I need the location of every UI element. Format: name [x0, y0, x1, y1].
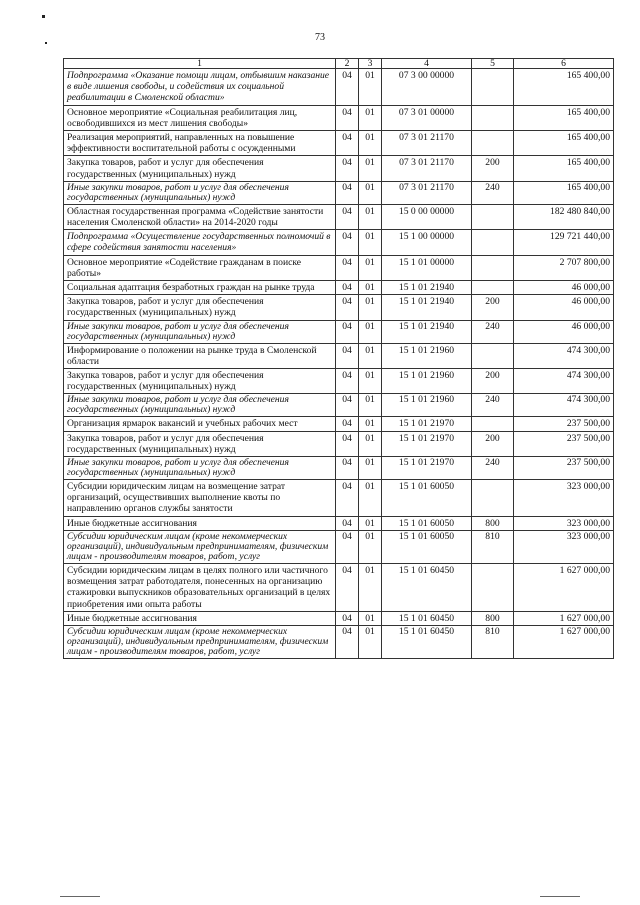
subsection-code: 01 [359, 320, 382, 343]
amount: 2 707 800,00 [514, 255, 614, 280]
column-header: 3 [359, 59, 382, 69]
section-code: 04 [336, 131, 359, 156]
column-header: 5 [472, 59, 514, 69]
target-article-code: 15 1 01 21960 [382, 369, 472, 394]
amount: 46 000,00 [514, 295, 614, 320]
expense-type-code [472, 131, 514, 156]
target-article-code: 15 1 01 00000 [382, 255, 472, 280]
target-article-code: 15 1 01 21940 [382, 320, 472, 343]
section-code: 04 [336, 457, 359, 480]
section-code: 04 [336, 625, 359, 658]
expense-type-code [472, 105, 514, 130]
subsection-code: 01 [359, 230, 382, 255]
target-article-code: 07 3 01 21170 [382, 131, 472, 156]
subsection-code: 01 [359, 457, 382, 480]
row-name: Субсидии юридическим лицам (кроме некоммерческих организаций), индивидуальным предпринимателям, физическим лицам - производителям товаров, работ, услуг [64, 625, 336, 658]
section-code: 04 [336, 69, 359, 106]
scan-edge-line [540, 896, 580, 897]
subsection-code: 01 [359, 417, 382, 431]
target-article-code: 07 3 01 21170 [382, 181, 472, 204]
section-code: 04 [336, 295, 359, 320]
table-row [64, 563, 614, 611]
scan-edge-line [60, 896, 100, 897]
expense-type-code [472, 417, 514, 431]
target-article-code: 07 3 00 00000 [382, 69, 472, 106]
target-article-code: 15 1 01 21970 [382, 417, 472, 431]
expense-type-code [472, 343, 514, 368]
target-article-code: 15 1 01 60050 [382, 516, 472, 530]
page-number: 73 [315, 32, 325, 43]
subsection-code: 01 [359, 530, 382, 563]
amount: 165 400,00 [514, 69, 614, 106]
row-name: Подпрограмма «Оказание помощи лицам, отбывшим наказание в виде лишения свободы, и содействия их социальной реабилитации в Смоленской области» [64, 69, 336, 106]
amount: 165 400,00 [514, 105, 614, 130]
expense-type-code: 200 [472, 431, 514, 456]
table-row [64, 131, 614, 156]
subsection-code: 01 [359, 516, 382, 530]
amount: 237 500,00 [514, 457, 614, 480]
target-article-code: 15 1 01 60050 [382, 480, 472, 517]
section-code: 04 [336, 394, 359, 417]
section-code: 04 [336, 563, 359, 611]
expense-type-code: 200 [472, 369, 514, 394]
target-article-code: 15 1 01 21940 [382, 295, 472, 320]
column-header: 6 [514, 59, 614, 69]
section-code: 04 [336, 320, 359, 343]
row-name: Иные закупки товаров, работ и услуг для обеспечения государственных (муниципальных) нужд [64, 394, 336, 417]
table-row [64, 295, 614, 320]
target-article-code: 15 1 01 60450 [382, 625, 472, 658]
row-name: Закупка товаров, работ и услуг для обеспечения государственных (муниципальных) нужд [64, 431, 336, 456]
row-name: Основное мероприятие «Социальная реабилитация лиц, освободившихся из мест лишения свободы» [64, 105, 336, 130]
target-article-code: 15 1 01 60050 [382, 530, 472, 563]
section-code: 04 [336, 281, 359, 295]
column-header: 1 [64, 59, 336, 69]
subsection-code: 01 [359, 295, 382, 320]
target-article-code: 15 1 01 21960 [382, 394, 472, 417]
section-code: 04 [336, 181, 359, 204]
subsection-code: 01 [359, 480, 382, 517]
expense-type-code [472, 204, 514, 229]
target-article-code: 15 1 01 21970 [382, 457, 472, 480]
table-row [64, 431, 614, 456]
subsection-code: 01 [359, 611, 382, 625]
section-code: 04 [336, 480, 359, 517]
target-article-code: 15 0 00 00000 [382, 204, 472, 229]
row-name: Субсидии юридическим лицам в целях полного или частичного возмещения затрат работодателя, понесенных на организацию стажировки выпускников образовательных организаций в целях приобретения ими опыта работы [64, 563, 336, 611]
column-number-row [64, 59, 614, 69]
expense-type-code: 800 [472, 516, 514, 530]
table-row [64, 281, 614, 295]
section-code: 04 [336, 530, 359, 563]
row-name: Основное мероприятие «Содействие гражданам в поиске работы» [64, 255, 336, 280]
section-code: 04 [336, 343, 359, 368]
expense-type-code: 240 [472, 320, 514, 343]
target-article-code: 15 1 01 60450 [382, 563, 472, 611]
expense-type-code: 240 [472, 394, 514, 417]
amount: 182 480 840,00 [514, 204, 614, 229]
subsection-code: 01 [359, 625, 382, 658]
subsection-code: 01 [359, 431, 382, 456]
row-name: Субсидии юридическим лицам на возмещение затрат организаций, осуществивших выполнение квоты по направлению органов службы занятости [64, 480, 336, 517]
amount: 1 627 000,00 [514, 611, 614, 625]
amount: 474 300,00 [514, 343, 614, 368]
table-row [64, 394, 614, 417]
amount: 237 500,00 [514, 417, 614, 431]
scan-speck [42, 15, 45, 18]
row-name: Социальная адаптация безработных граждан на рынке труда [64, 281, 336, 295]
amount: 165 400,00 [514, 156, 614, 181]
target-article-code: 15 1 01 21970 [382, 431, 472, 456]
table-row [64, 105, 614, 130]
section-code: 04 [336, 255, 359, 280]
subsection-code: 01 [359, 156, 382, 181]
amount: 46 000,00 [514, 320, 614, 343]
subsection-code: 01 [359, 105, 382, 130]
row-name: Закупка товаров, работ и услуг для обеспечения государственных (муниципальных) нужд [64, 295, 336, 320]
expense-type-code: 800 [472, 611, 514, 625]
expense-type-code: 240 [472, 181, 514, 204]
column-header: 4 [382, 59, 472, 69]
section-code: 04 [336, 369, 359, 394]
expense-type-code: 810 [472, 530, 514, 563]
row-name: Реализация мероприятий, направленных на повышение эффективности воспитательной работы с осужденными [64, 131, 336, 156]
expense-type-code [472, 563, 514, 611]
table-row [64, 417, 614, 431]
table-row [64, 181, 614, 204]
row-name: Иные закупки товаров, работ и услуг для обеспечения государственных (муниципальных) нужд [64, 320, 336, 343]
expense-type-code [472, 255, 514, 280]
subsection-code: 01 [359, 281, 382, 295]
row-name: Информирование о положении на рынке труда в Смоленской области [64, 343, 336, 368]
table-body [64, 69, 614, 659]
amount: 323 000,00 [514, 480, 614, 517]
row-name: Закупка товаров, работ и услуг для обеспечения государственных (муниципальных) нужд [64, 369, 336, 394]
amount: 323 000,00 [514, 530, 614, 563]
column-header: 2 [336, 59, 359, 69]
expense-type-code [472, 69, 514, 106]
subsection-code: 01 [359, 394, 382, 417]
table-row [64, 69, 614, 106]
row-name: Иные закупки товаров, работ и услуг для обеспечения государственных (муниципальных) нужд [64, 457, 336, 480]
table-row [64, 480, 614, 517]
amount: 129 721 440,00 [514, 230, 614, 255]
expense-type-code [472, 480, 514, 517]
row-name: Иные бюджетные ассигнования [64, 516, 336, 530]
row-name: Иные закупки товаров, работ и услуг для обеспечения государственных (муниципальных) нужд [64, 181, 336, 204]
target-article-code: 15 1 01 21940 [382, 281, 472, 295]
section-code: 04 [336, 417, 359, 431]
section-code: 04 [336, 230, 359, 255]
amount: 474 300,00 [514, 369, 614, 394]
section-code: 04 [336, 431, 359, 456]
amount: 1 627 000,00 [514, 625, 614, 658]
amount: 165 400,00 [514, 181, 614, 204]
subsection-code: 01 [359, 343, 382, 368]
table-row [64, 230, 614, 255]
row-name: Организация ярмарок вакансий и учебных рабочих мест [64, 417, 336, 431]
table-row [64, 204, 614, 229]
subsection-code: 01 [359, 563, 382, 611]
section-code: 04 [336, 105, 359, 130]
amount: 237 500,00 [514, 431, 614, 456]
table-row [64, 611, 614, 625]
amount: 1 627 000,00 [514, 563, 614, 611]
subsection-code: 01 [359, 131, 382, 156]
amount: 165 400,00 [514, 131, 614, 156]
target-article-code: 15 1 01 60450 [382, 611, 472, 625]
target-article-code: 15 1 01 21960 [382, 343, 472, 368]
table-row [64, 530, 614, 563]
table-row [64, 625, 614, 658]
expense-type-code [472, 281, 514, 295]
target-article-code: 15 1 00 00000 [382, 230, 472, 255]
section-code: 04 [336, 611, 359, 625]
subsection-code: 01 [359, 255, 382, 280]
target-article-code: 07 3 01 00000 [382, 105, 472, 130]
subsection-code: 01 [359, 69, 382, 106]
target-article-code: 07 3 01 21170 [382, 156, 472, 181]
subsection-code: 01 [359, 181, 382, 204]
expense-type-code: 240 [472, 457, 514, 480]
section-code: 04 [336, 204, 359, 229]
expense-type-code: 200 [472, 156, 514, 181]
expense-type-code [472, 230, 514, 255]
expense-type-code: 810 [472, 625, 514, 658]
table-row [64, 255, 614, 280]
row-name: Закупка товаров, работ и услуг для обеспечения государственных (муниципальных) нужд [64, 156, 336, 181]
row-name: Подпрограмма «Осуществление государственных полномочий в сфере содействия занятости населения» [64, 230, 336, 255]
table-row [64, 320, 614, 343]
subsection-code: 01 [359, 369, 382, 394]
subsection-code: 01 [359, 204, 382, 229]
section-code: 04 [336, 156, 359, 181]
section-code: 04 [336, 516, 359, 530]
amount: 474 300,00 [514, 394, 614, 417]
table-row [64, 156, 614, 181]
table-row [64, 516, 614, 530]
table-row [64, 343, 614, 368]
table-row [64, 457, 614, 480]
row-name: Субсидии юридическим лицам (кроме некоммерческих организаций), индивидуальным предпринимателям, физическим лицам - производителям товаров, работ, услуг [64, 530, 336, 563]
row-name: Областная государственная программа «Содействие занятости населения Смоленской области» на 2014-2020 годы [64, 204, 336, 229]
expense-type-code: 200 [472, 295, 514, 320]
table-row [64, 369, 614, 394]
budget-table [63, 58, 614, 659]
amount: 323 000,00 [514, 516, 614, 530]
row-name: Иные бюджетные ассигнования [64, 611, 336, 625]
amount: 46 000,00 [514, 281, 614, 295]
